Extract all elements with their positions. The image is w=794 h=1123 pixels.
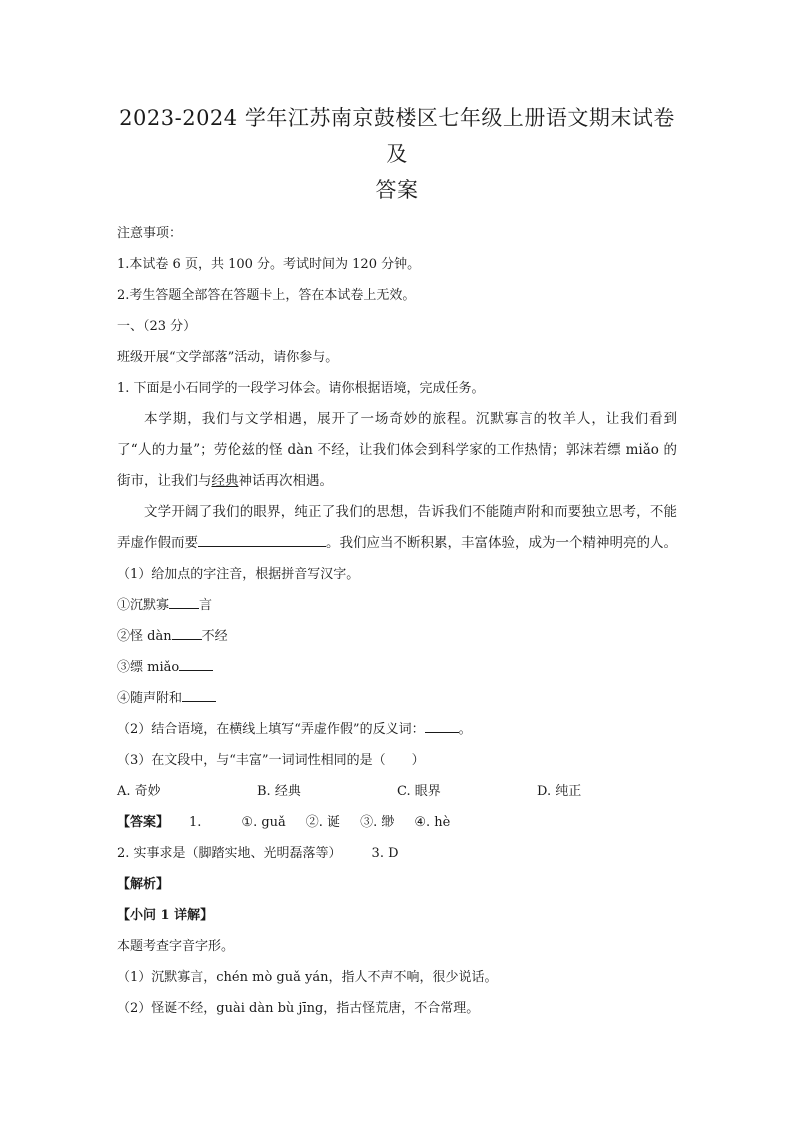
sub-item-1: ①沉默寡 言: [117, 590, 677, 621]
sub-question-2-prompt: （2）结合语境，在横线上填写“弄虚作假”的反义词： 。: [117, 714, 677, 745]
passage-paragraph-2: 文学开阔了我们的眼界，纯正了我们的思想，告诉我们不能随声附和而要独立思考，不能弄虚作假而要 。我们应当不断积累，丰富体验，成为一个精神明亮的人。: [117, 504, 677, 551]
analysis-line-1: 本题考查字音字形。: [117, 939, 235, 954]
fill-blank: [425, 718, 459, 733]
option-b: B. 经典: [257, 784, 301, 799]
analysis-line-2: （1）沉默寡言，chén mò guǎ yán，指人不声不响，很少说话。: [117, 970, 498, 985]
answer-line-1: [117, 807, 677, 838]
sub-item-4: ④随声附和: [117, 683, 677, 714]
notes-heading: 注意事项：: [117, 226, 183, 241]
title-line-1: 2023-2024 学年江苏南京鼓楼区七年级上册语文期末试卷及: [119, 106, 675, 166]
option-c: C. 眼界: [397, 784, 441, 799]
section-1-intro: 班级开展“文学部落”活动，请你参与。: [117, 350, 339, 365]
answer-item-2: ②. 诞: [305, 815, 341, 830]
fill-blank: [169, 594, 199, 609]
sub-item-3: ③缥 miǎo: [117, 652, 677, 683]
answer-item-4: ④. hè: [414, 815, 451, 830]
title-line-2: 答案: [375, 178, 419, 202]
option-a: A. 奇妙: [117, 784, 161, 799]
answer-options: [117, 776, 677, 807]
analysis-line-3: （2）怪诞不经，guài dàn bù jīng，指古怪荒唐，不合常理。: [117, 1001, 480, 1016]
sub-question-1-prompt: （1）给加点的字注音，根据拼音写汉字。: [117, 567, 360, 582]
note-1: 1.本试卷 6 页，共 100 分。考试时间为 120 分钟。: [117, 257, 421, 272]
fill-blank: [182, 687, 216, 702]
sub-question-3-prompt: （3）在文段中，与“丰富”一词词性相同的是（ ）: [117, 753, 425, 768]
fill-blank: [179, 656, 213, 671]
answer-item-1: ①. guǎ: [241, 815, 286, 830]
sub-item-2: ②怪 dàn 不经: [117, 621, 677, 652]
answer-label: 【答案】 1.: [117, 815, 202, 830]
analysis-label: 【解析】: [117, 877, 170, 892]
option-d: D. 纯正: [537, 784, 582, 799]
document-title: [117, 100, 677, 208]
fill-blank: [172, 625, 202, 640]
fill-blank: [198, 532, 326, 547]
answer-line-2: 2. 实事求是（脚踏实地、光明磊落等） 3. D: [117, 846, 399, 861]
section-1-heading: 一、（23 分）: [117, 319, 197, 334]
underlined-word: 经典: [211, 473, 239, 489]
passage-paragraph-1: 本学期，我们与文学相遇，展开了一场奇妙的旅程。沉默寡言的牧羊人，让我们看到了“人的力量”；劳伦兹的怪 dàn 不经，让我们体会到科学家的工作热情；郭沫若缥 miǎo 的街市，让我们与经典神话再次相遇。: [117, 411, 677, 489]
note-2: 2.考生答题全部答在答题卡上，答在本试卷上无效。: [117, 288, 416, 303]
analysis-sub-label: 【小问 1 详解】: [117, 908, 214, 923]
answer-item-3: ③. 缈: [360, 815, 395, 830]
question-1-stem: 1. 下面是小石同学的一段学习体会。请你根据语境，完成任务。: [117, 381, 485, 396]
